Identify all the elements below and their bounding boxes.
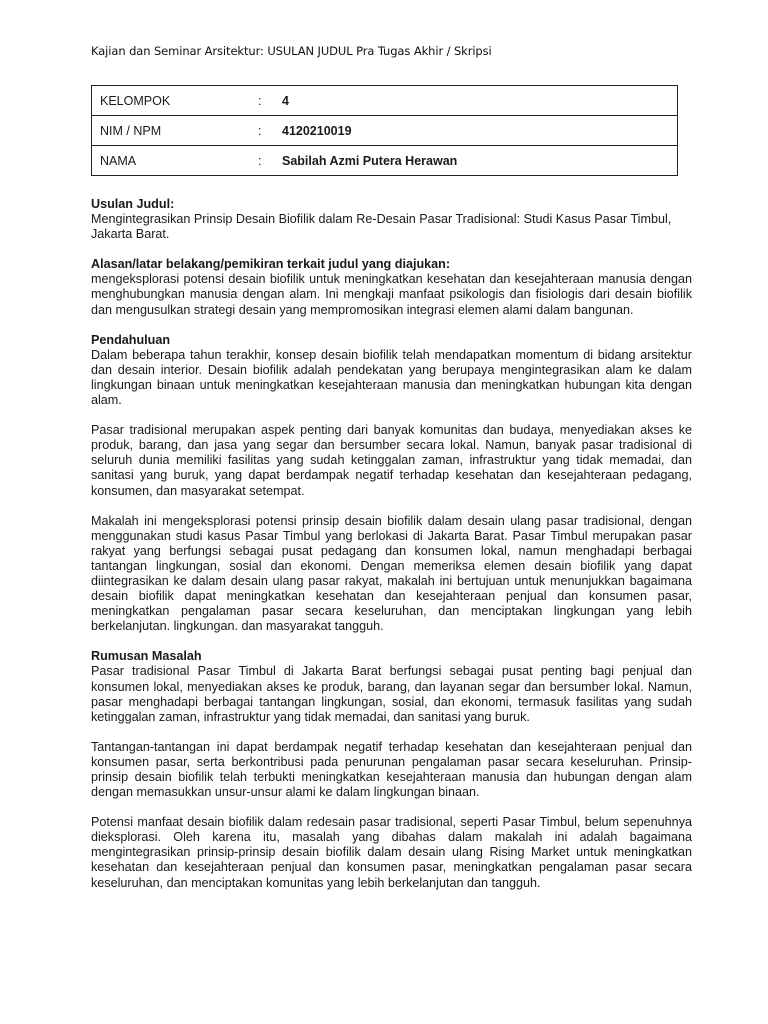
info-colon: : — [258, 146, 282, 176]
paragraph: Mengintegrasikan Prinsip Desain Biofilik dalam Re-Desain Pasar Tradisional: Studi Kasus Pasar Timbul, Jakarta Barat. — [91, 212, 672, 242]
section-pendahuluan — [91, 333, 692, 635]
section-heading: Usulan Judul: — [91, 197, 175, 211]
paragraph: Potensi manfaat desain biofilik dalam redesain pasar tradisional, seperti Pasar Timbul, belum sepenuhnya dieksplorasi. Oleh karena itu, masalah yang dibahas dalam makalah ini adalah bagaimana mengintegrasikan prinsip-prinsip desain biofilik dalam desain ulang Rising Market untuk meningkatkan kesehatan dan kesejahteraan penjual dan konsumen pasar, meningkatkan pengalaman pasar secara keseluruhan, dan menciptakan komunitas yang lebih berkelanjutan dan tangguh. — [91, 815, 692, 890]
info-label: NIM / NPM — [92, 116, 259, 146]
table-row — [92, 146, 678, 176]
section-usulan-judul — [91, 197, 692, 242]
info-value: 4 — [282, 86, 678, 116]
info-colon: : — [258, 116, 282, 146]
student-info-table — [91, 85, 678, 176]
info-value: Sabilah Azmi Putera Herawan — [282, 146, 678, 176]
paragraph: mengeksplorasi potensi desain biofilik untuk meningkatkan kesehatan dan kesejahteraan manusia dengan menghubungkan manusia dengan alam. Ini mengkaji manfaat psikologis dan fisiologis dari desain biofilik dan mengusulkan strategi desain yang mempromosikan integrasi elemen alami dalam bangunan. — [91, 272, 692, 317]
paragraph: Pasar tradisional Pasar Timbul di Jakarta Barat berfungsi sebagai pusat penting bagi penjual dan konsumen lokal, menyediakan akses ke produk, barang, dan layanan segar dan bersumber lokal. Namun, pasar menghadapi berbagai tantangan lingkungan, sosial, dan ekonomi, termasuk fasilitas yang sudah ketinggalan zaman, infrastruktur yang tidak memadai, dan sanitasi yang buruk. — [91, 664, 692, 724]
section-alasan — [91, 257, 692, 317]
table-row — [92, 86, 678, 116]
table-row — [92, 116, 678, 146]
info-label: NAMA — [92, 146, 259, 176]
section-heading: Rumusan Masalah — [91, 649, 202, 664]
section-heading: Alasan/latar belakang/pemikiran terkait judul yang diajukan: — [91, 257, 451, 272]
page-header: Kajian dan Seminar Arsitektur: USULAN JUDUL Pra Tugas Akhir / Skripsi — [91, 44, 492, 58]
paragraph: Dalam beberapa tahun terakhir, konsep desain biofilik telah mendapatkan momentum di bidang arsitektur dan desain interior. Desain biofilik adalah pendekatan yang berupaya mengintegrasikan alam ke dalam lingkungan binaan untuk meningkatkan kesejahteraan manusia dan meningkatkan hubungan kita dengan alam. — [91, 347, 692, 408]
paragraph: Tantangan-tantangan ini dapat berdampak negatif terhadap kesehatan dan kesejahteraan penjual dan konsumen pasar, serta berkontribusi pada penurunan pengalaman pasar secara keseluruhan. Prinsip-prinsip desain biofilik telah terbukti meningkatkan kesejahteraan manusia dan hubungan dengan alam dengan memasukkan unsur-unsur alami ke dalam lingkungan binaan. — [91, 739, 692, 800]
section-heading: Pendahuluan — [91, 332, 171, 347]
info-label: KELOMPOK — [92, 86, 259, 116]
info-value: 4120210019 — [282, 116, 678, 146]
paragraph: Pasar tradisional merupakan aspek penting dari banyak komunitas dan budaya, menyediakan akses ke produk, barang, dan jasa yang segar dan bersumber secara lokal. Namun, banyak pasar tradisional di seluruh dunia memiliki fasilitas yang sudah ketinggalan zaman, infrastruktur yang tidak memadai, dan sanitasi yang buruk, yang dapat berdampak negatif terhadap kesehatan dan kesejahteraan pedagang, konsumen, dan masyarakat setempat. — [91, 423, 692, 498]
info-colon: : — [258, 86, 282, 116]
section-rumusan-masalah — [91, 649, 692, 890]
document-body — [91, 197, 692, 906]
paragraph: Makalah ini mengeksplorasi potensi prinsip desain biofilik dalam desain ulang pasar tradisional, dengan menggunakan studi kasus Pasar Timbul yang berlokasi di Jakarta Barat. Pasar Timbul merupakan pasar rakyat yang berfungsi sebagai pusat pedagang dan konsumen lokal, namun menghadapi berbagai tantangan lingkungan, sosial dan ekonomi. Dengan memeriksa elemen desain biofilik yang dapat diintegrasikan ke dalam desain ulang pasar rakyat, makalah ini bertujuan untuk menunjukkan bagaimana desain biofilik dapat meningkatkan kesehatan dan kesejahteraan penjual dan konsumen pasar, meningkatkan pengalaman pasar secara keseluruhan, dan menciptakan lingkungan yang lebih berkelanjutan. lingkungan. dan masyarakat tangguh. — [91, 513, 692, 634]
